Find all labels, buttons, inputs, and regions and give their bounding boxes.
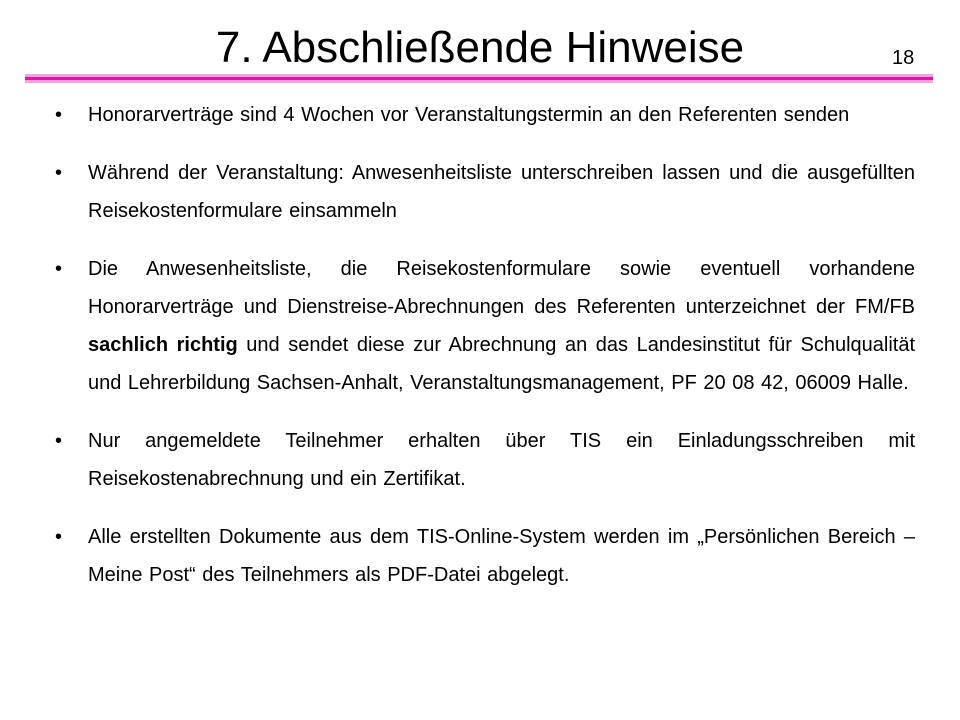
bold-text-sachlich-richtig: sachlich richtig [88, 334, 238, 356]
bullet-dot: • [55, 526, 63, 548]
bullet-list [55, 96, 915, 614]
bullet-text: Alle erstellten Dokumente aus dem TIS-Online-System werden im „Persönlichen Bereich – Meine Post“ des Teilnehmers als PDF-Datei abgelegt. [88, 526, 915, 586]
bullet-dot: • [55, 430, 63, 452]
bullet-text-after-bold: und sendet diese zur Abrechnung an das Landesinstitut für Schulqualität und Lehrerbildung Sachsen-Anhalt, Veranstaltungsmanagement, PF 20 08 42, 06009 Halle. [88, 334, 915, 394]
title-underline [25, 74, 933, 84]
bullet-dot: • [55, 162, 63, 184]
bullet-item-teilnehmer [55, 422, 915, 498]
bullet-item-honorarvertraege [55, 96, 915, 134]
slide-title: 7. Abschließende Hinweise [215, 23, 745, 72]
bullet-text: Nur angemeldete Teilnehmer erhalten über TIS ein Einladungsschreiben mit Reisekostenabrechnung und ein Zertifikat. [88, 430, 915, 490]
bullet-dot: • [55, 104, 63, 126]
bullet-text: Während der Veranstaltung: Anwesenheitsliste unterschreiben lassen und die ausgefüllten Reisekostenformulare einsammeln [88, 162, 915, 222]
title-underline-bottom-line [25, 80, 933, 83]
bullet-text-before-bold: Die Anwesenheitsliste, die Reisekostenformulare sowie eventuell vorhandene Honorarverträge und Dienstreise-Abrechnungen des Referenten unterzeichnet der FM/FB [88, 258, 915, 318]
bullet-text: Honorarverträge sind 4 Wochen vor Veranstaltungstermin an den Referenten senden [88, 104, 850, 126]
bullet-dot: • [55, 258, 63, 280]
bullet-item-dokumente [55, 518, 915, 594]
bullet-item-abrechnung [55, 250, 915, 402]
page-number: 18 [892, 47, 915, 69]
bullet-item-veranstaltung [55, 154, 915, 230]
